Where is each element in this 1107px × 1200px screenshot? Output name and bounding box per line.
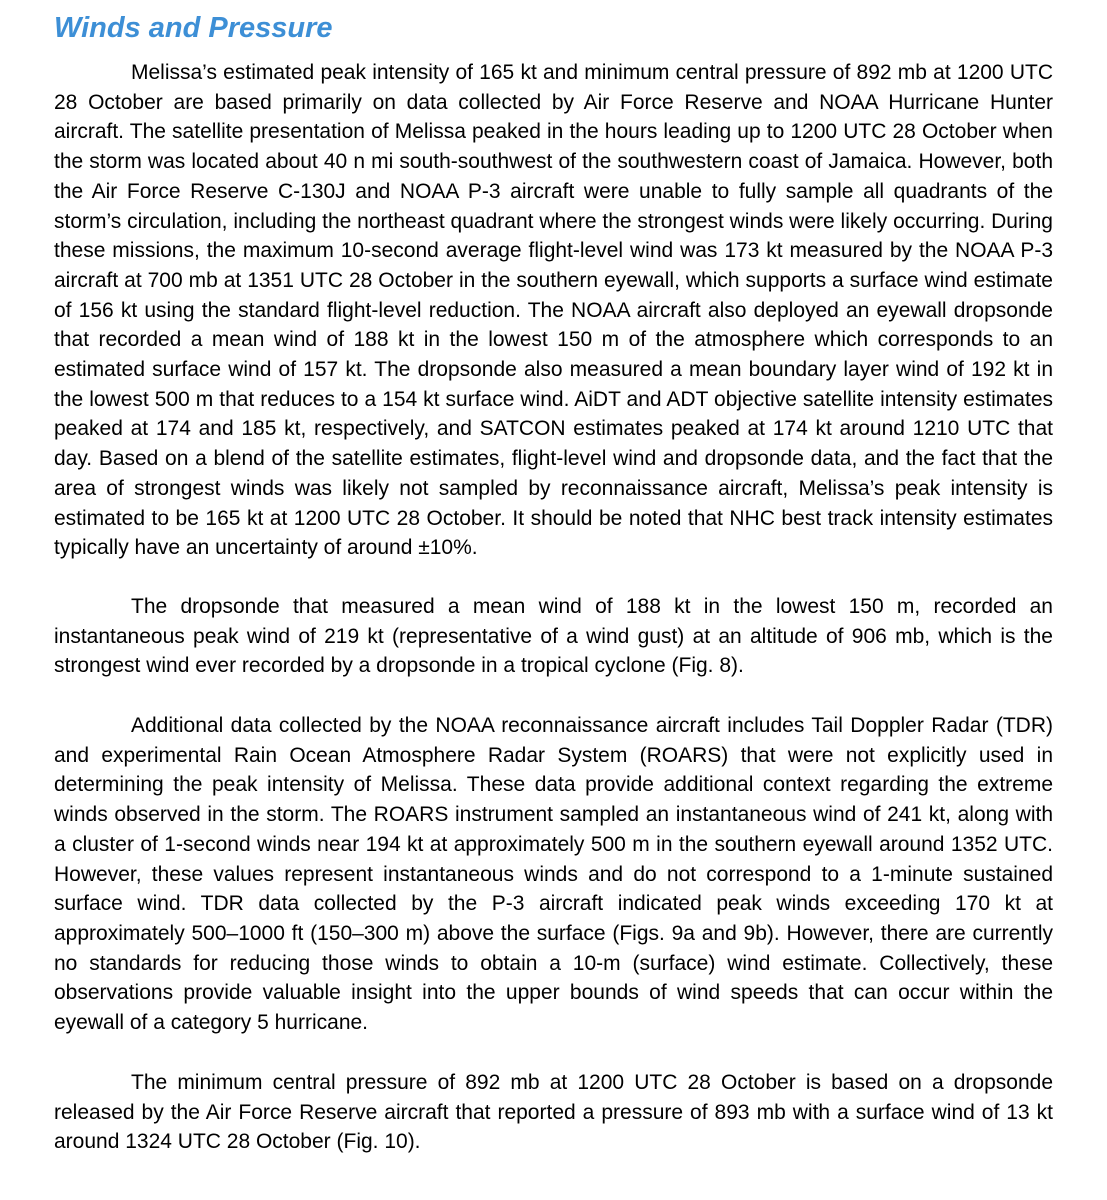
paragraph-peak-intensity: Melissa’s estimated peak intensity of 165 kt and minimum central pressure of 892 mb at 1200 UTC 28 October are based primarily on data collected by Air Force Reserve and NOAA Hurricane Hunter aircraft. The satellite presentation of Melissa peaked in the hours leading up to 1200 UTC 28 October when the storm was located about 40 n mi south-southwest of the southwestern coast of Jamaica. However, both the Air Force Reserve C-130J and NOAA P-3 aircraft were unable to fully sample all quadrants of the storm’s circulation, including the northeast quadrant where the strongest winds were likely occurring. During these missions, the maximum 10-second average flight-level wind was 173 kt measured by the NOAA P-3 aircraft at 700 mb at 1351 UTC 28 October in the southern eyewall, which supports a surface wind estimate of 156 kt using the standard flight-level reduction. The NOAA aircraft also deployed an eyewall dropsonde that recorded a mean wind of 188 kt in the lowest 150 m of the atmosphere which corresponds to an estimated surface wind of 157 kt. The dropsonde also measured a mean boundary layer wind of 192 kt in the lowest 500 m that reduces to a 154 kt surface wind. AiDT and ADT objective satellite intensity estimates peaked at 174 and 185 kt, respectively, and SATCON estimates peaked at 174 kt around 1210 UTC that day. Based on a blend of the satellite estimates, flight-level wind and dropsonde data, and the fact that the area of strongest winds was likely not sampled by reconnaissance aircraft, Melissa’s peak intensity is estimated to be 165 kt at 1200 UTC 28 October. It should be noted that NHC best track intensity estimates typically have an uncertainty of around ±10%. xyxy=(54,61,1053,560)
paragraph-dropsonde-gust: The dropsonde that measured a mean wind of 188 kt in the lowest 150 m, recorded an instantaneous peak wind of 219 kt (representative of a wind gust) at an altitude of 906 mb, which is the strongest wind ever recorded by a dropsonde in a tropical cyclone (Fig. 8). xyxy=(54,594,1053,678)
document-page xyxy=(54,0,1053,1157)
section-heading: Winds and Pressure xyxy=(54,12,333,44)
paragraph-minimum-pressure: The minimum central pressure of 892 mb at 1200 UTC 28 October is based on a dropsonde released by the Air Force Reserve aircraft that reported a pressure of 893 mb with a surface wind of 13 kt around 1324 UTC 28 October (Fig. 10). xyxy=(54,1070,1053,1154)
paragraph-radar-data: Additional data collected by the NOAA reconnaissance aircraft includes Tail Doppler Radar (TDR) and experimental Rain Ocean Atmosphere Radar System (ROARS) that were not explicitly used in determining the peak intensity of Melissa. These data provide additional context regarding the extreme winds observed in the storm. The ROARS instrument sampled an instantaneous wind of 241 kt, along with a cluster of 1-second winds near 194 kt at approximately 500 m in the southern eyewall around 1352 UTC. However, these values represent instantaneous winds and do not correspond to a 1-minute sustained surface wind. TDR data collected by the P-3 aircraft indicated peak winds exceeding 170 kt at approximately 500–1000 ft (150–300 m) above the surface (Figs. 9a and 9b). However, there are currently no standards for reducing those winds to obtain a 10-m (surface) wind estimate. Collectively, these observations provide valuable insight into the upper bounds of wind speeds that can occur within the eyewall of a category 5 hurricane. xyxy=(54,714,1053,1035)
